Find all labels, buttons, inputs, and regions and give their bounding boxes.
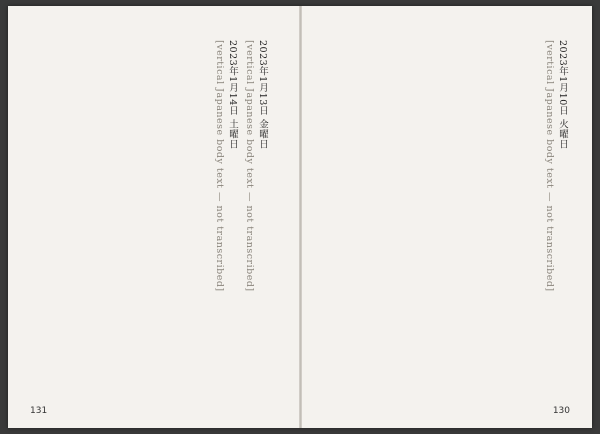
entry-date: 2023年1月10日 火曜日 xyxy=(557,40,568,150)
entry-date: 2023年1月14日 土曜日 xyxy=(227,40,238,150)
page-number: 130 xyxy=(552,406,570,416)
entry-date: 2023年1月13日 金曜日 xyxy=(257,40,268,150)
left-page xyxy=(8,6,299,428)
entry-body: [vertical Japanese body text — not transcribed] xyxy=(244,40,255,292)
entry-body: [vertical Japanese body text — not transcribed] xyxy=(544,40,555,292)
book-spread xyxy=(8,6,592,428)
page-number: 131 xyxy=(30,406,48,416)
right-page xyxy=(302,6,592,428)
entry-body: [vertical Japanese body text — not transcribed] xyxy=(214,40,225,292)
right-page-text xyxy=(318,40,573,390)
left-page-text xyxy=(38,40,273,390)
